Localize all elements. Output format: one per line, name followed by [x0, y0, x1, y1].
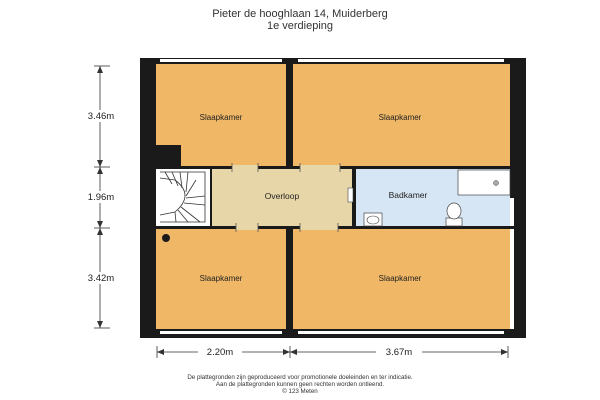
dimension-label-right-width: 3.67m — [385, 347, 413, 358]
dimension-label-left-width: 2.20m — [206, 347, 234, 358]
room-label-bottom-right: Slaapkamer — [378, 274, 422, 283]
disclaimer-line-2: Aan de plattegronden kunnen geen rechten worden ontleend. — [215, 381, 385, 388]
stairwell — [155, 167, 212, 227]
room-label-bottom-left: Slaapkamer — [199, 274, 243, 283]
disclaimer-line-3: © 123 Meten — [282, 388, 318, 395]
room-label-landing: Overloop — [264, 191, 300, 201]
room-label-top-right: Slaapkamer — [378, 113, 422, 122]
toilet — [446, 203, 462, 226]
disclaimer-line-1: De plattegronden zijn geproduceerd voor promotionele doeleinden en ter indicatie. — [187, 374, 413, 381]
radiator — [348, 188, 353, 202]
address-title: Pieter de hooghlaan 14, Muiderberg — [212, 8, 388, 20]
sink — [364, 213, 382, 226]
shower — [458, 170, 510, 195]
dimension-label-bottom: 3.42m — [87, 273, 115, 284]
dimension-label-middle: 1.96m — [87, 192, 115, 203]
dimension-label-top: 3.46m — [87, 111, 115, 122]
room-label-top-left: Slaapkamer — [199, 113, 243, 122]
room-label-bathroom: Badkamer — [388, 190, 428, 200]
floor-title: 1e verdieping — [266, 20, 334, 32]
round-fixture — [162, 234, 170, 242]
